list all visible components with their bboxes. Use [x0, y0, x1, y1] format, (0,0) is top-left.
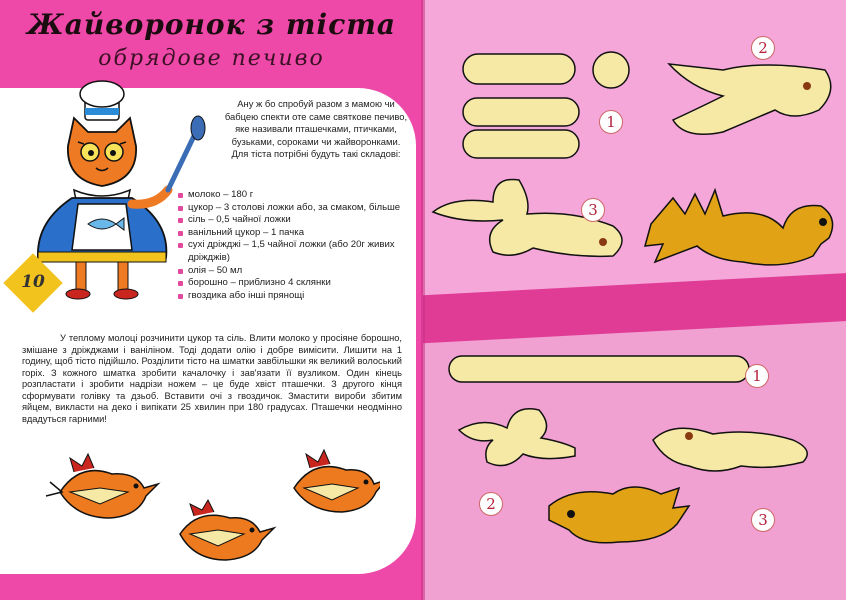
ingredient-list	[176, 189, 402, 302]
ingredient-item: ванільний цукор – 1 пачка	[176, 227, 402, 240]
dough-roll-icon	[463, 130, 579, 158]
bird-icon	[294, 450, 380, 512]
step-number: 1	[745, 364, 769, 388]
ingredient-item: сіль – 0,5 чайної ложки	[176, 214, 402, 227]
page-number: 10	[21, 272, 45, 292]
ingredient-item: сухі дріжджі – 1,5 чайної ложки (або 20г живих дріжджів)	[176, 239, 402, 264]
ingredient-item: гвоздика або інші прянощі	[176, 290, 402, 303]
top-steps-illustration	[423, 0, 846, 290]
decorative-birds-illustration	[40, 444, 380, 564]
step-number: 2	[751, 36, 775, 60]
dough-roll-icon	[463, 98, 579, 126]
bird-icon	[180, 500, 274, 560]
dough-bird-shape-icon	[653, 428, 807, 471]
ingredient-item: олія – 50 мл	[176, 265, 402, 278]
step-number: 2	[479, 492, 503, 516]
ingredient-item: молоко – 180 г	[176, 189, 402, 202]
step-number: 1	[599, 110, 623, 134]
intro-text: Ану ж бо спробуй разом з мамою чи бабцею спекти оте саме святкове печиво, яке називали пташечками, птичками, бузьками, сороками чи жайворонками. Для тіста потрібні будуть такі складові:	[224, 98, 408, 160]
instructions-text: У теплому молоці розчинити цукор та сіль. Влити молоко у просіяне борошно, змішане з дріжджами і ваніліном. Тоді додати олію і добре вимісити. Лишити на 1 годину, щоб тісто підійшло. Розділити тісто на шматки завбільшки як великий волоський горіх. З кожного шматка зробити качалочку і зав'язати її вузликом. Один кінець розпластати і зробити надрізи ножем – це буде хвіст пташечки. З другого кінця сформувати голівку та дзьоб. Вставити очі з гвоздичок. Змастити вироби збитим яйцем, викласти на деко і випікати 25 хвилин при 180 градусах. Пташечки неодмінно вдадуться гарними!	[22, 333, 402, 424]
right-page	[423, 0, 846, 600]
book-spine	[421, 0, 425, 600]
dough-knot-icon	[459, 409, 575, 466]
step-number: 3	[581, 198, 605, 222]
dough-rope-icon	[449, 356, 749, 382]
dough-bird-shape-icon	[669, 64, 831, 134]
step-number: 3	[751, 508, 775, 532]
page-title: Жайворонок з тіста	[26, 8, 397, 41]
bird-icon	[46, 454, 158, 518]
dough-ball-icon	[593, 52, 629, 88]
bottom-steps-illustration	[423, 330, 846, 600]
page-subtitle: обрядове печиво	[98, 46, 325, 71]
dough-roll-icon	[463, 54, 575, 84]
ingredient-item: цукор – 3 столові ложки або, за смаком, більше	[176, 202, 402, 215]
ingredient-item: борошно – приблизно 4 склянки	[176, 277, 402, 290]
baked-bird-icon	[645, 190, 833, 265]
